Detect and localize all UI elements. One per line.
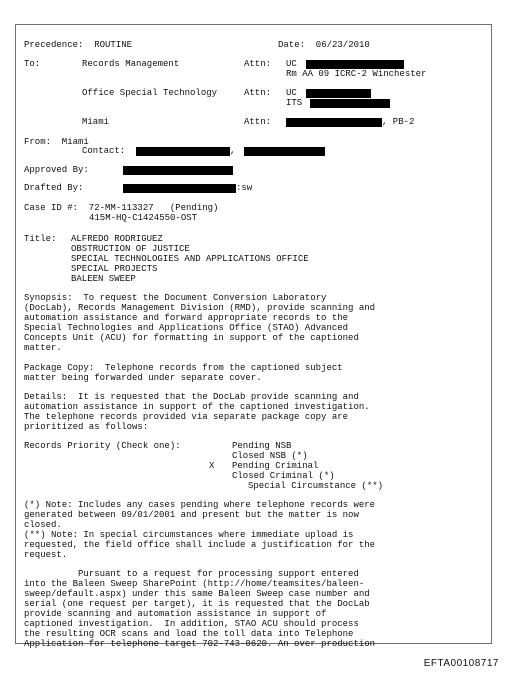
package-copy-line: matter being forwarded under separate cover. xyxy=(24,373,262,383)
body-line: into the Baleen Sweep SharePoint (http://home/teamsites/baleen- xyxy=(24,579,365,589)
attn-records-line2: Rm AA 09 ICRC-2 Winchester xyxy=(286,69,427,79)
details-line: prioritized as follows: xyxy=(24,422,149,432)
attn-label-ost: Attn: xyxy=(244,88,272,98)
title-line: SPECIAL TECHNOLOGIES AND APPLICATIONS OFFICE xyxy=(71,254,309,264)
title-line: BALEEN SWEEP xyxy=(71,274,136,284)
synopsis-line: Concepts Unit (ACU) for formatting in support of the captioned xyxy=(24,333,359,343)
details-line: Details: It is requested that the DocLab provide scanning and xyxy=(24,392,359,402)
contact-label: Contact: xyxy=(82,146,126,156)
details-line: The telephone records provided via separate package copy are xyxy=(24,412,349,422)
priority-option: Pending NSB xyxy=(232,441,292,451)
attn-miami-line1: , PB-2 xyxy=(382,117,415,127)
note-line: closed. xyxy=(24,520,62,530)
precedence: Precedence: ROUTINE xyxy=(24,40,133,50)
body-line: Application for telephone target 702-743-0620. An over production xyxy=(24,639,376,649)
synopsis-line: matter. xyxy=(24,343,62,353)
priority-option: Closed NSB (*) xyxy=(232,451,308,461)
approved-by-label: Approved By: xyxy=(24,165,89,175)
title-line: ALFREDO RODRIGUEZ xyxy=(71,234,163,244)
body-line: Pursuant to a request for processing support entered xyxy=(24,569,359,579)
attn-records-line1: UC xyxy=(286,59,297,69)
case-id: Case ID #: 72-MM-113327 (Pending) xyxy=(24,203,219,213)
to-dept-ost: Office Special Technology xyxy=(82,88,218,98)
body-line: sweep/default.aspx) under this same Baleen Sweep case number and xyxy=(24,589,370,599)
to-dept-miami: Miami xyxy=(82,117,110,127)
body-line: the resulting OCR scans and load the toll data into Telephone xyxy=(24,629,354,639)
attn-ost-line1: UC xyxy=(286,88,297,98)
document-page xyxy=(15,24,492,649)
redaction xyxy=(286,118,382,127)
note-line: (*) Note: Includes any cases pending where telephone records were xyxy=(24,500,376,510)
redaction xyxy=(123,166,233,175)
attn-ost-line2: ITS xyxy=(286,98,303,108)
to-dept-records: Records Management xyxy=(82,59,180,69)
priority-option-selected: Pending Criminal xyxy=(232,461,319,471)
drafted-by-initials: :sw xyxy=(236,183,253,193)
body-line: serial (one request per target), it is requested that the DocLab xyxy=(24,599,370,609)
records-priority-label: Records Priority (Check one): xyxy=(24,441,181,451)
redaction xyxy=(310,99,390,108)
case-id-secondary: 415M-HQ-C1424550-OST xyxy=(89,213,198,223)
redaction xyxy=(306,60,404,69)
redaction xyxy=(244,147,325,156)
date: Date: 06/23/2010 xyxy=(278,40,370,50)
body-line: captioned investigation. In addition, STAO ACU should process xyxy=(24,619,359,629)
title-label: Title: xyxy=(24,234,57,244)
attn-label-records: Attn: xyxy=(244,59,272,69)
synopsis-line: Synopsis: To request the Document Conversion Laboratory xyxy=(24,293,327,303)
package-copy-line: Package Copy: Telephone records from the captioned subject xyxy=(24,363,343,373)
synopsis-line: (DocLab), Records Management Division (RMD), provide scanning and xyxy=(24,303,376,313)
redaction xyxy=(306,89,371,98)
from-line: From: Miami xyxy=(24,137,89,147)
synopsis-line: Special Technologies and Applications Office (STAO) Advanced xyxy=(24,323,349,333)
redaction xyxy=(123,184,236,193)
attn-label-miami: Attn: xyxy=(244,117,272,127)
note-line: request. xyxy=(24,550,68,560)
contact-separator: , xyxy=(230,146,236,156)
priority-check-mark: X xyxy=(209,461,215,471)
note-line: generated between 09/01/2001 and present but the matter is now xyxy=(24,510,359,520)
note-line: (**) Note: In special circumstances where immediate upload is xyxy=(24,530,354,540)
priority-option: Special Circumstance (**) xyxy=(248,481,384,491)
to-label: To: xyxy=(24,59,41,69)
priority-option: Closed Criminal (*) xyxy=(232,471,335,481)
redaction xyxy=(136,147,230,156)
details-line: automation assistance in support of the captioned investigation. xyxy=(24,402,370,412)
bates-number: EFTA00108717 xyxy=(423,658,499,669)
note-line: requested, the field office shall include a justification for the xyxy=(24,540,376,550)
body-line: provide scanning and automation assistance in support of xyxy=(24,609,327,619)
drafted-by-label: Drafted By: xyxy=(24,183,84,193)
title-line: OBSTRUCTION OF JUSTICE xyxy=(71,244,190,254)
synopsis-line: automation assistance and forward appropriate records to the xyxy=(24,313,349,323)
title-line: SPECIAL PROJECTS xyxy=(71,264,158,274)
